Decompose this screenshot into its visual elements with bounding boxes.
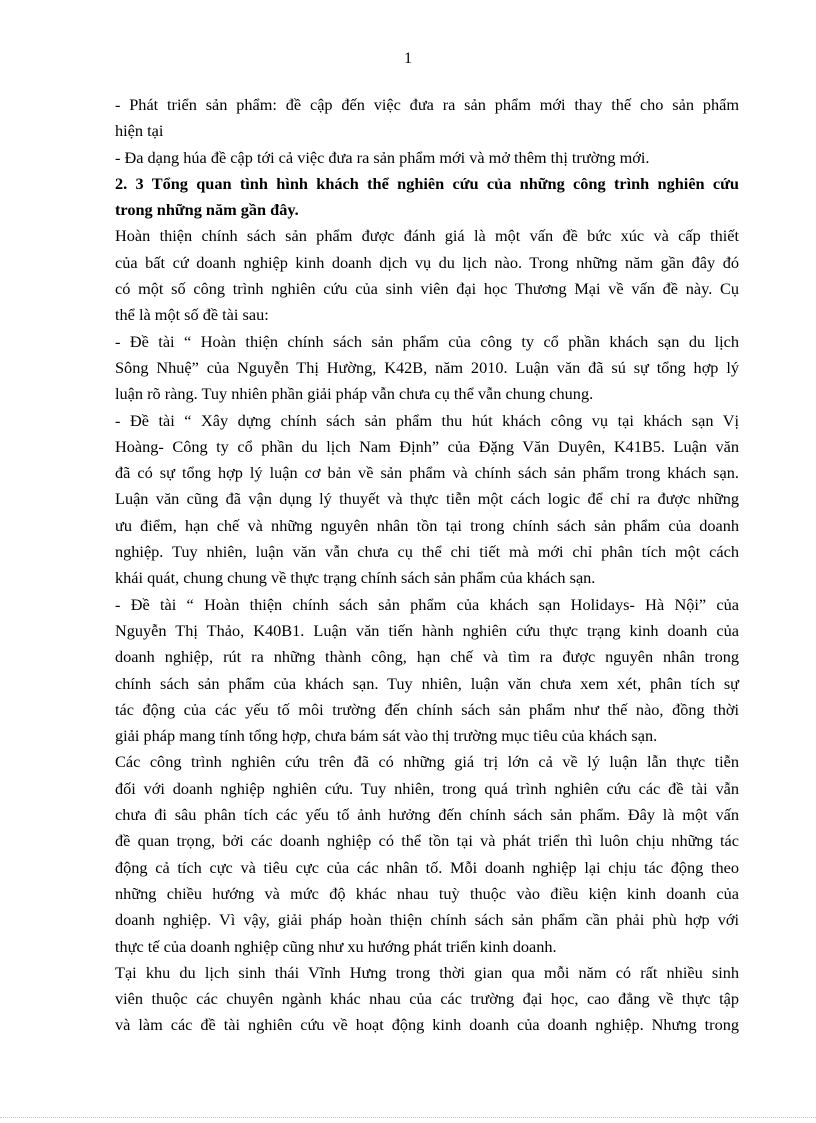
text-line: hiện tại <box>115 121 164 141</box>
text-line: viên thuộc các chuyên ngành khác nhau của các trường đại học, cao đẳng về thực tập <box>115 989 739 1009</box>
text-line: doanh nghiệp. Vì vậy, giải pháp hoàn thiện chính sách sản phẩm cần phải phù hợp với <box>115 910 739 930</box>
text-line: thực tế của doanh nghiệp cũng như xu hướng phát triển kinh doanh. <box>115 936 557 956</box>
text-line: Các công trình nghiên cứu trên đã có những giá trị lớn cả về lý luận lẫn thực tiễn <box>115 752 739 772</box>
text-line: chưa đi sâu phân tích các yếu tố ảnh hưởng đến chính sách sản phẩm. Đây là một vấn <box>115 805 739 825</box>
document-body <box>115 92 739 1039</box>
text-line: chính sách sản phẩm của khách sạn. Tuy nhiên, luận văn chưa xem xét, phân tích sự <box>115 673 739 693</box>
text-line: thể là một số đề tài sau: <box>115 305 269 325</box>
text-line: - Đề tài “ Hoàn thiện chính sách sản phẩm của công ty cổ phần khách sạn du lịch <box>115 331 739 351</box>
text-line: và làm các đề tài nghiên cứu về hoạt động kinh doanh của doanh nghiệp. Nhưng trong <box>115 1015 739 1035</box>
text-line: luận rõ ràng. Tuy nhiên phần giải pháp vẫn chưa cụ thể vẫn chung chung. <box>115 384 594 404</box>
text-line: doanh nghiệp, rút ra những thành công, hạn chế và tìm ra được nguyên nhân trong <box>115 647 739 667</box>
text-line: Hoàn thiện chính sách sản phẩm được đánh giá là một vấn đề bức xúc và cấp thiết <box>115 226 739 246</box>
section-heading-line: 2. 3 Tổng quan tình hình khách thể nghiên cứu của những công trình nghiên cứu <box>115 173 739 193</box>
text-line: những chiều hướng và mức độ khác nhau tuỳ thuộc vào điều kiện kinh doanh của <box>115 883 739 903</box>
text-line: - Đề tài “ Xây dựng chính sách sản phẩm thu hút khách công vụ tại khách sạn Vị <box>115 410 739 430</box>
text-line: đối với doanh nghiệp nghiên cứu. Tuy nhiên, trong quá trình nghiên cứu các đề tài vẫn <box>115 778 739 798</box>
text-line: Luận văn cũng đã vận dụng lý thuyết và thực tiễn một cách logic để chỉ ra được những <box>115 489 739 509</box>
text-line: đã có sự tổng hợp lý luận cơ bản về sản phẩm và chính sách sản phẩm trong khách sạn. <box>115 463 739 483</box>
text-line: Sông Nhuệ” của Nguyễn Thị Hường, K42B, năm 2010. Luận văn đã sú sự tổng hợp lý <box>115 357 739 377</box>
text-line: của bất cứ doanh nghiệp kinh doanh dịch vụ du lịch nào. Trong những năm gần đây đó <box>115 252 739 272</box>
text-line: - Đề tài “ Hoàn thiện chính sách sản phẩm của khách sạn Holidays- Hà Nội” của <box>115 594 739 614</box>
text-line: có một số công trình nghiên cứu của sinh viên đại học Thương Mại về vấn đề này. Cụ <box>115 279 739 299</box>
text-line: ưu điểm, hạn chế và những nguyên nhân tồn tại trong chính sách sản phẩm của doanh <box>115 515 739 535</box>
page-bottom-border <box>0 1117 816 1118</box>
text-line: - Phát triển sản phẩm: đề cập đến việc đưa ra sản phẩm mới thay thế cho sản phẩm <box>115 95 739 114</box>
text-line: Nguyễn Thị Thảo, K40B1. Luận văn tiến hành nghiên cứu thực trạng kinh doanh của <box>115 620 739 640</box>
text-line: khái quát, chung chung về thực trạng chính sách sản phẩm của khách sạn. <box>115 568 596 588</box>
text-line: động cả tích cực và tiêu cực của các nhân tố. Mỗi doanh nghiệp lại chịu tác động theo <box>115 857 739 877</box>
text-line: tác động của các yếu tố môi trường đến chính sách sản phẩm như thế nào, đồng thời <box>115 699 739 719</box>
text-line: Tại khu du lịch sinh thái Vĩnh Hưng trong thời gian qua mỗi năm có rất nhiều sinh <box>115 962 739 982</box>
text-line: - Đa dạng húa đề cập tới cả việc đưa ra sản phẩm mới và mở thêm thị trường mới. <box>115 147 650 167</box>
page-number: 1 <box>404 50 412 67</box>
text-line: đề quan trọng, bởi các doanh nghiệp có thể tồn tại và phát triển thì luôn chịu những tác <box>115 831 739 851</box>
text-line: Hoàng- Công ty cổ phần du lịch Nam Định” của Đặng Văn Duyên, K41B5. Luận văn <box>115 436 739 456</box>
text-line: nghiệp. Tuy nhiên, luận văn vẫn chưa cụ thể chi tiết mà mới chỉ phân tích một cách <box>115 542 739 562</box>
text-line: giải pháp mang tính tổng hợp, chưa bám sát vào thị trường mục tiêu của khách sạn. <box>115 726 658 746</box>
section-heading-line: trong những năm gần đây. <box>115 200 299 220</box>
